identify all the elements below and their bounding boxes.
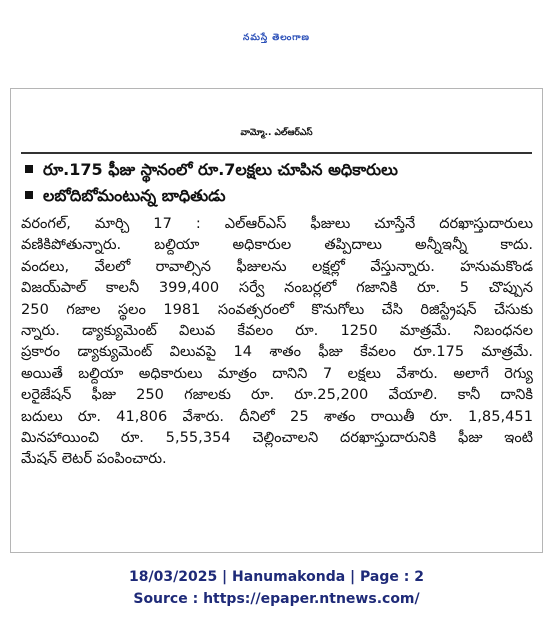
- body-line: అయితే బల్దియా అధికారులు మాత్రం దానిని 7 లక్షలు వేశారు. అలాగే రెగ్యు: [21, 364, 533, 382]
- body-line: ప్రకారం డ్యాక్యుమెంట్ విలువపై 14 శాతం ఫీజు కేవలం రూ.175 మాత్రమే.: [21, 343, 533, 361]
- body-line: 250 గజాల స్థలం 1981 సంవత్సరంలో కొనుగోలు చేసి రిజిస్ట్రేషన్ చేసుకు: [21, 300, 533, 318]
- clipping-footer: [0, 566, 553, 610]
- headline-divider: [21, 152, 532, 154]
- subheading-text: లబోదిబోమంటున్న బాధితుడు: [43, 186, 226, 205]
- body-line: లరైజేషన్ ఫీజు 250 గజాలకు రూ. రూ.25,200 వేయాలి. కానీ దానికి: [21, 386, 533, 404]
- body-line: వందలు, వేలలో రావాల్సిన ఫీజులను లక్షల్లో వేస్తున్నారు. హనుమకొండ: [21, 257, 533, 275]
- body-line: బదులు రూ. 41,806 వేశారు. దీనిలో 25 శాతం రాయితీ రూ. 1,85,451: [21, 407, 533, 425]
- subheading-bullet: [25, 159, 398, 181]
- body-line: వరంగల్, మార్చి 17 : ఎల్‌ఆర్‌ఎస్ ఫీజులు చూస్తేనే దరఖాస్తుదారులు: [21, 215, 533, 232]
- subheading-text: రూ.175 ఫీజు స్థానంలో రూ.7లక్షలు చూపిన అధికారులు: [43, 160, 398, 179]
- newspaper-title: నమస్తే తెలంగాణ: [243, 33, 310, 43]
- body-line: విజయ్‌పాల్ కాలనీ 399,400 సర్వే నంబర్లలో గజానికి రూ. 5 చొప్పున: [21, 279, 533, 297]
- source-link[interactable]: Source : https://epaper.ntnews.com/: [133, 591, 420, 607]
- publication-details: 18/03/2025 | Hanumakonda | Page : 2: [129, 569, 424, 585]
- body-line: న్నారు. డ్యాక్యుమెంట్ విలువ కేవలం రూ. 1250 మాత్రమే. నిబంధనల: [21, 322, 533, 340]
- bullet-square-icon: [25, 165, 33, 173]
- body-line: మినహాయించి రూ. 5,55,354 చెల్లించాలని దరఖాస్తుదారునికి ఫీజు ఇంటి: [21, 429, 533, 447]
- news-article-clipping: [10, 88, 543, 553]
- body-line: వణికిపోతున్నారు. బల్దియా అధికారుల తప్పిదాలు అన్నీఇన్నీ కాదు.: [21, 236, 533, 254]
- subheading-bullet: [25, 185, 226, 207]
- bullet-square-icon: [25, 191, 33, 199]
- article-headline: వామ్మో.. ఎల్‌ఆర్‌ఎస్: [240, 128, 313, 138]
- newspaper-masthead: [0, 0, 553, 86]
- body-line: మేషన్ లెటర్ పంపించారు.: [21, 450, 167, 468]
- article-body: [21, 213, 533, 470]
